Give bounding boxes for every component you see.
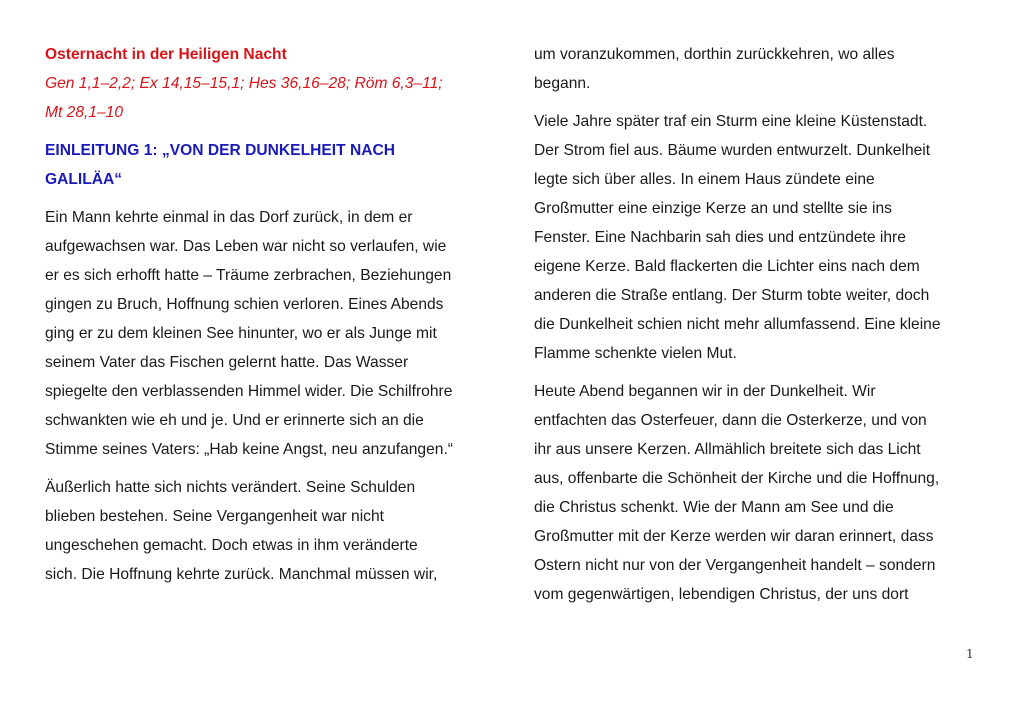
text-line: gingen zu Bruch, Hoffnung schien verloren. Eines Abends (45, 296, 444, 313)
paragraph-tonight (534, 377, 994, 609)
text-line: spiegelte den verblassenden Himmel wider. Die Schilfrohre (45, 383, 453, 400)
text-line: Heute Abend begannen wir in der Dunkelheit. Wir (534, 383, 876, 400)
text-line: Viele Jahre später traf ein Sturm eine kleine Küstenstadt. (534, 113, 928, 130)
document-title: Osternacht in der Heiligen Nacht (45, 46, 287, 63)
scripture-references-line: Mt 28,1–10 (45, 104, 124, 121)
page-number: 1 (966, 647, 974, 661)
text-line: sich. Die Hoffnung kehrte zurück. Manchmal müssen wir, (45, 566, 438, 583)
text-line: aus, offenbarte die Schönheit der Kirche und die Hoffnung, (534, 470, 940, 487)
text-line: Ein Mann kehrte einmal in das Dorf zurück, in dem er (45, 209, 413, 226)
paragraph-storm (534, 107, 994, 368)
section-heading-line: GALILÄA“ (45, 171, 123, 188)
text-line: entfachten das Osterfeuer, dann die Osterkerze, und von (534, 412, 927, 429)
text-line: Ostern nicht nur von der Vergangenheit handelt – sondern (534, 557, 936, 574)
left-column (45, 40, 515, 589)
text-line: legte sich über alles. In einem Haus zündete eine (534, 171, 875, 188)
text-line: die Dunkelheit schien nicht mehr allumfassend. Eine kleine (534, 316, 941, 333)
text-line: schwankten wie eh und je. Und er erinnerte sich an die (45, 412, 424, 429)
scripture-references-line: Gen 1,1–2,2; Ex 14,15–15,1; Hes 36,16–28; Röm 6,3–11; (45, 75, 443, 92)
text-line: Stimme seines Vaters: „Hab keine Angst, neu anzufangen.“ (45, 441, 453, 458)
section-heading (45, 136, 515, 194)
text-line: seinem Vater das Fischen gelernt hatte. Das Wasser (45, 354, 409, 371)
text-line: Großmutter eine einzige Kerze an und stellte sie ins (534, 200, 892, 217)
text-line: blieben bestehen. Seine Vergangenheit war nicht (45, 508, 384, 525)
text-line: um voranzukommen, dorthin zurückkehren, wo alles (534, 46, 895, 63)
text-line: anderen die Straße entlang. Der Sturm tobte weiter, doch (534, 287, 930, 304)
text-line: er es sich erhofft hatte – Träume zerbrachen, Beziehungen (45, 267, 452, 284)
text-line: aufgewachsen war. Das Leben war nicht so verlaufen, wie (45, 238, 447, 255)
text-line: ungeschehen gemacht. Doch etwas in ihm veränderte (45, 537, 418, 554)
text-line: eigene Kerze. Bald flackerten die Lichter eins nach dem (534, 258, 920, 275)
text-line: ihr aus unsere Kerzen. Allmählich breitete sich das Licht (534, 441, 921, 458)
paragraph-continuation (534, 40, 994, 98)
text-line: vom gegenwärtigen, lebendigen Christus, der uns dort (534, 586, 909, 603)
text-line: ging er zu dem kleinen See hinunter, wo er als Junge mit (45, 325, 437, 342)
right-column (534, 40, 994, 609)
text-line: Großmutter mit der Kerze werden wir daran erinnert, dass (534, 528, 934, 545)
text-line: Äußerlich hatte sich nichts verändert. Seine Schulden (45, 479, 416, 496)
paragraph-nothing-changed (45, 473, 515, 589)
text-line: Der Strom fiel aus. Bäume wurden entwurzelt. Dunkelheit (534, 142, 931, 159)
scripture-references (45, 69, 515, 127)
text-line: begann. (534, 75, 591, 92)
text-line: die Christus schenkt. Wie der Mann am See und die (534, 499, 894, 516)
text-line: Fenster. Eine Nachbarin sah dies und entzündete ihre (534, 229, 906, 246)
text-line: Flamme schenkte vielen Mut. (534, 345, 737, 362)
paragraph-man-returns (45, 203, 515, 464)
section-heading-line: EINLEITUNG 1: „VON DER DUNKELHEIT NACH (45, 142, 396, 159)
